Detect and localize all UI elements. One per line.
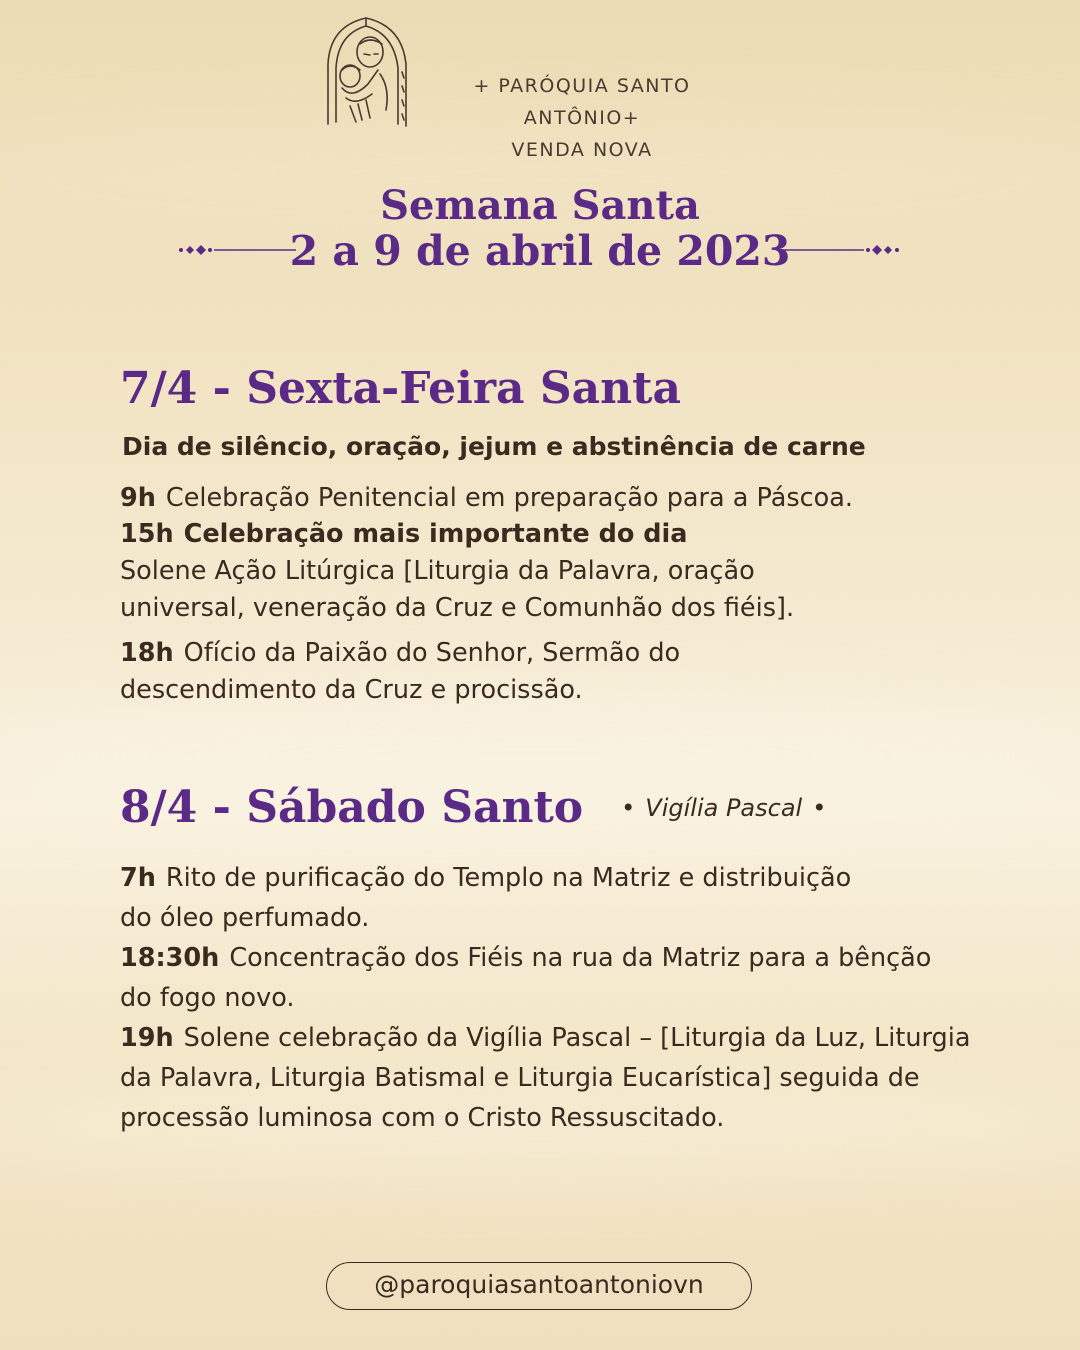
item-headline: Celebração mais importante do dia [183, 519, 688, 549]
item-text: Ofício da Paixão do Senhor, Sermão do [183, 638, 681, 668]
saturday-item-7h [120, 858, 851, 938]
title-line-2: 2 a 9 de abril de 2023 [289, 227, 791, 275]
friday-item-9h [120, 480, 853, 517]
parish-header [320, 14, 760, 161]
friday-subtitle: Dia de silêncio, oração, jejum e abstinência de carne [122, 432, 866, 461]
item-text: do óleo perfumado. [120, 903, 370, 933]
time-label: 9h [120, 483, 156, 513]
saturday-title: 8/4 - Sábado Santo [120, 782, 584, 833]
item-text: Solene Ação Litúrgica [Liturgia da Palavra, oração [120, 556, 755, 586]
friday-heading: 7/4 - Sexta-Feira Santa [120, 363, 681, 414]
title-line-1: Semana Santa [380, 182, 700, 229]
time-label: 19h [120, 1023, 174, 1053]
item-text: processão luminosa com o Cristo Ressuscitado. [120, 1103, 725, 1133]
item-text: universal, veneração da Cruz e Comunhão dos fiéis]. [120, 593, 795, 623]
friday-item-15h [120, 516, 794, 627]
right-ornament-icon [780, 238, 900, 262]
item-text: do fogo novo. [120, 983, 295, 1013]
friday-item-18h [120, 635, 680, 709]
item-text: Concentração dos Fiéis na rua da Matriz para a bênção [229, 943, 932, 973]
parish-line-1: + PARÓQUIA SANTO ANTÔNIO+ [473, 75, 691, 129]
time-label: 18:30h [120, 943, 220, 973]
time-label: 7h [120, 863, 156, 893]
saturday-item-1830h [120, 938, 931, 1018]
event-title [0, 182, 1080, 275]
saturday-heading [120, 781, 836, 835]
parish-line-2: VENDA NOVA [511, 139, 653, 161]
item-text: Celebração Penitencial em preparação para a Páscoa. [165, 483, 853, 513]
saturday-item-19h [120, 1018, 970, 1138]
parish-name [432, 70, 732, 166]
saint-anthony-logo-icon [320, 14, 414, 130]
vigil-label: Vigília Pascal [645, 794, 803, 822]
item-text: Solene celebração da Vigília Pascal – [Liturgia da Luz, Liturgia [183, 1023, 971, 1053]
item-text: descendimento da Cruz e procissão. [120, 675, 583, 705]
saturday-tag: • Vigília Pascal • [621, 794, 827, 822]
left-ornament-icon [178, 238, 298, 262]
instagram-handle[interactable]: @paroquiasantoantoniovn [326, 1262, 752, 1310]
time-label: 18h [120, 638, 174, 668]
time-label: 15h [120, 519, 174, 549]
item-text: Rito de purificação do Templo na Matriz e distribuição [165, 863, 852, 893]
item-text: da Palavra, Liturgia Batismal e Liturgia Eucarística] seguida de [120, 1063, 920, 1093]
